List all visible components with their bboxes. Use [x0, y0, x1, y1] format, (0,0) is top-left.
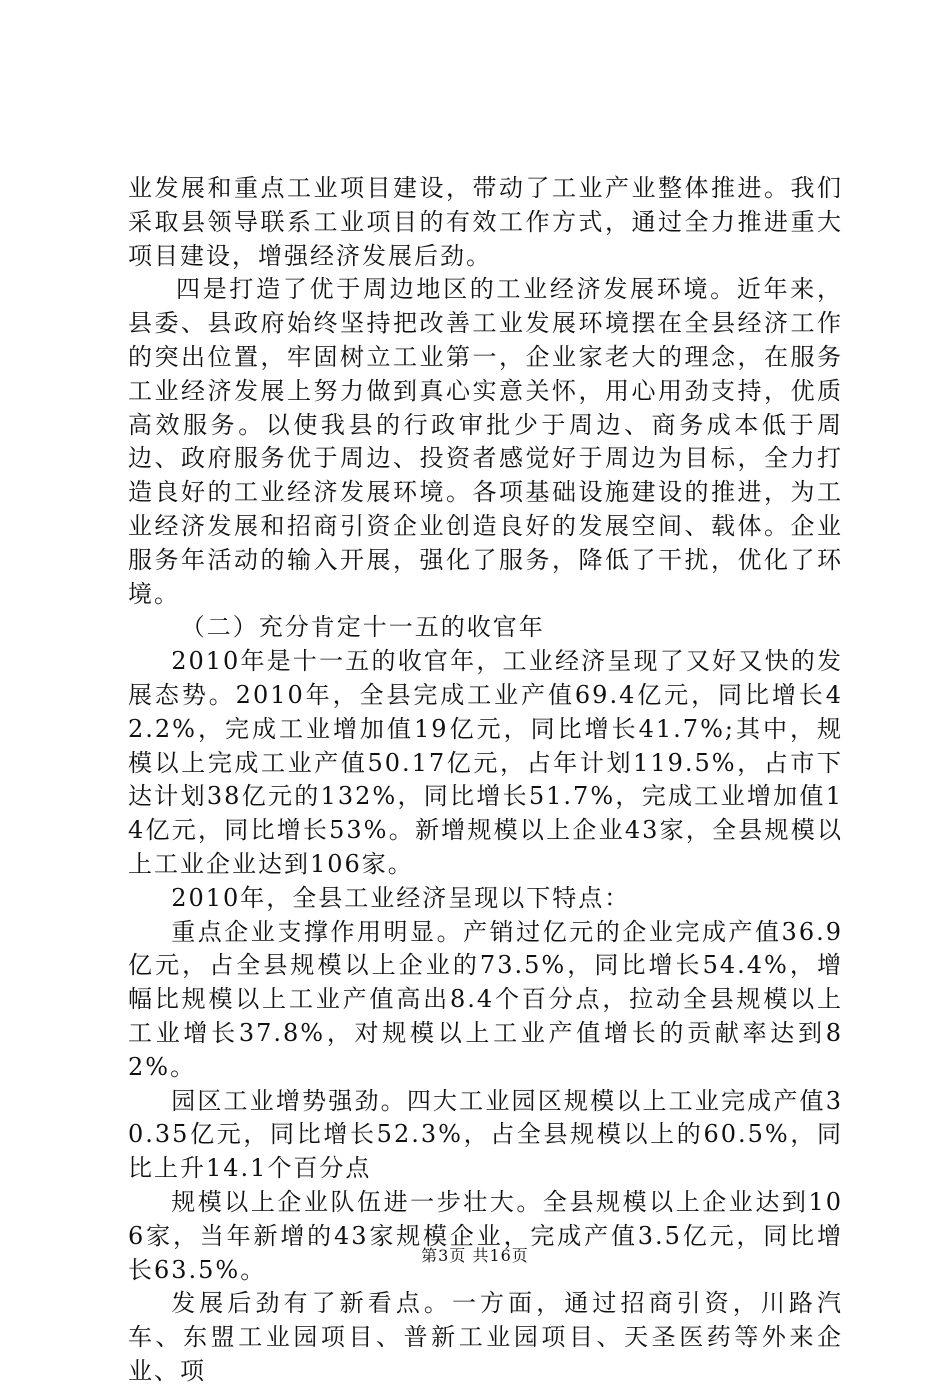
paragraph-3: 2010年是十一五的收官年，工业经济呈现了又好又快的发展态势。2010年，全县完成工业产值69.4亿元，同比增长42.2%，完成工业增加值19亿元，同比增长41.7%;其中，规模以上完成工业产值50.17亿元，占年计划119.5%，占市下达计划38亿元的132%，同比增长51.7%，完成工业增加值14亿元，同比增长53%。新增规模以上企业43家，全县规模以上工业企业达到106家。: [128, 647, 843, 878]
paragraph-6: 园区工业增势强劲。四大工业园区规模以上工业完成产值30.35亿元，同比增长52.3%，占全县规模以上的60.5%，同比上升14.1个百分点: [128, 1086, 843, 1183]
paragraph-7: 规模以上企业队伍进一步壮大。全县规模以上企业达到106家，当年新增的43家规模企业，完成产值3.5亿元，同比增长63.5%。: [128, 1187, 843, 1284]
page-footer: 第3页 共16页: [421, 1246, 529, 1265]
paragraph-1: 业发展和重点工业项目建设，带动了工业产业整体推进。我们采取县领导联系工业项目的有效工作方式，通过全力推进重大项目建设，增强经济发展后劲。: [128, 174, 843, 270]
section-heading: （二）充分肯定十一五的收官年: [180, 613, 545, 642]
paragraph-5: 重点企业支撑作用明显。产销过亿元的企业完成产值36.9亿元，占全县规模以上企业的73.5%，同比增长54.4%，增幅比规模以上工业产值高出8.4个百分点，拉动全县规模以上工业增长37.8%，对规模以上工业产值增长的贡献率达到82%。: [128, 917, 843, 1081]
paragraph-2: 四是打造了优于周边地区的工业经济发展环境。近年来，县委、县政府始终坚持把改善工业发展环境摆在全县经济工作的突出位置，牢固树立工业第一，企业家老大的理念，在服务工业经济发展上努力做到真心实意关怀，用心用劲支持，优质高效服务。以使我县的行政审批少于周边、商务成本低于周边、政府服务优于周边、投资者感觉好于周边为目标，全力打造良好的工业经济发展环境。各项基础设施建设的推进，为工业经济发展和招商引资企业创造良好的发展空间、载体。企业服务年活动的输入开展，强化了服务，降低了干扰，优化了环境。: [128, 275, 843, 608]
document-body: [128, 172, 843, 1389]
paragraph-4: 2010年，全县工业经济呈现以下特点：: [171, 883, 631, 912]
paragraph-8: 发展后劲有了新看点。一方面，通过招商引资，川路汽车、东盟工业园项目、普新工业园项目、天圣医药等外来企业、项: [128, 1289, 843, 1385]
